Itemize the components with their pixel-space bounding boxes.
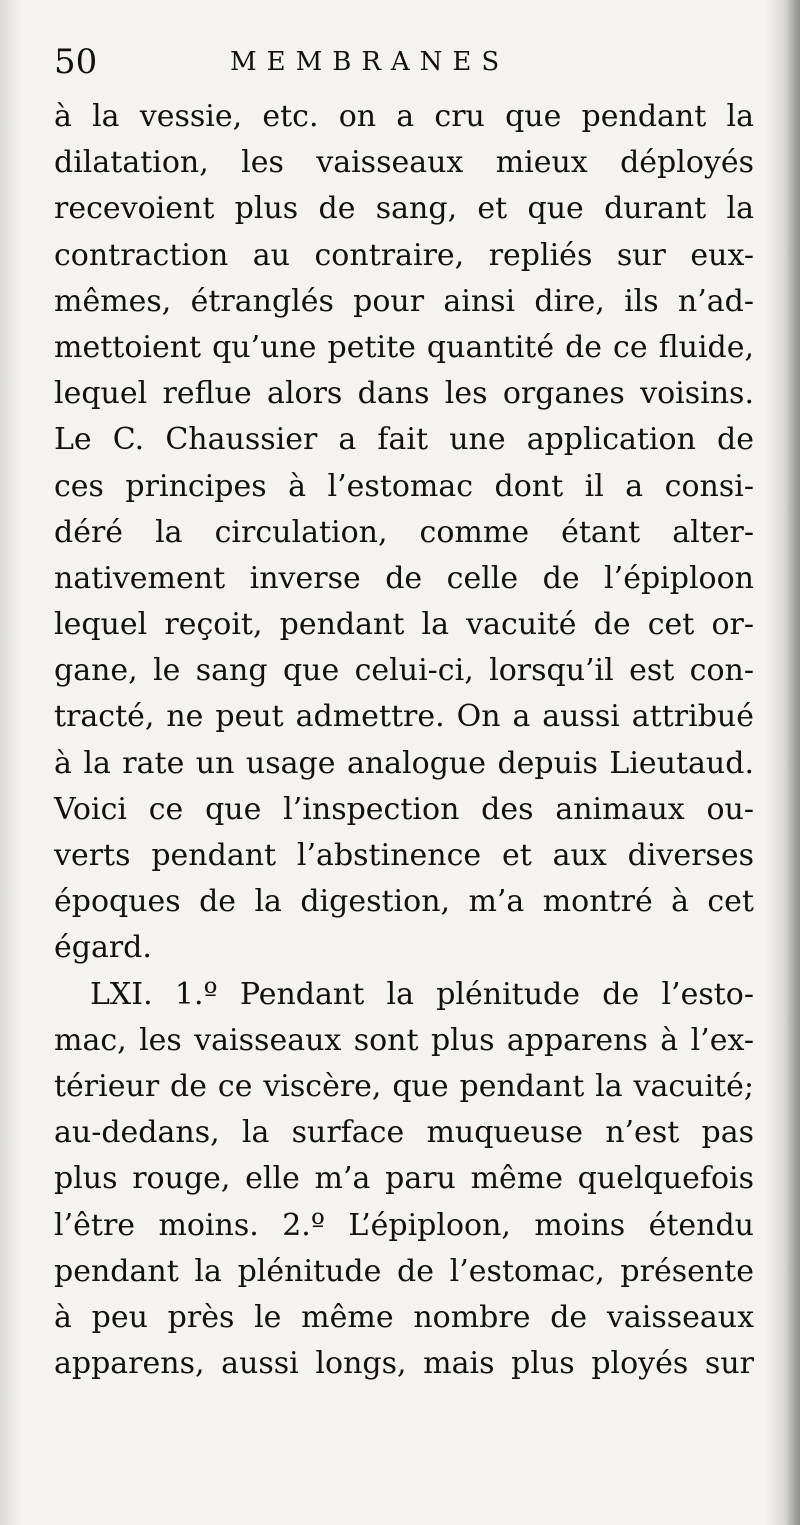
text-line: recevoient plus de sang, et que durant la [54,191,754,227]
text-line: à la rate un usage analogue depuis Lieutaud. [54,745,754,781]
text-line: mêmes, étranglés pour ainsi dire, ils n’ad- [54,283,754,319]
text-line: à la vessie, etc. on a cru que pendant la [54,99,754,134]
text-line: térieur de ce viscère, que pendant la vacuité; [54,1068,754,1104]
text-line: à peu près le même nombre de vaisseaux [54,1299,754,1335]
text-line: contraction au contraire, repliés sur eux- [54,237,754,273]
text-line: au-dedans, la surface muqueuse n’est pas [54,1115,754,1151]
text-line: pendant la plénitude de l’estomac, présente [54,1253,754,1289]
text-line: ces principes à l’estomac dont il a consi- [54,468,754,504]
text-line: mac, les vaisseaux sont plus apparens à l’ex- [54,1022,754,1058]
page-header [54,42,754,82]
text-line: l’être moins. 2.º L’épiploon, moins étendu [54,1207,754,1243]
text-line: époques de la digestion, m’a montré à cet [54,884,754,920]
text-line: nativement inverse de celle de l’épiploon [54,560,754,596]
text-line: gane, le sang que celui-ci, lorsqu’il est con- [54,653,754,689]
page-edge-shadow [786,0,800,1525]
page-number: 50 [54,42,98,82]
text-line: tracté, ne peut admettre. On a aussi attribué [54,699,754,735]
text-line: LXI. 1.º Pendant la plénitude de l’esto- [90,976,754,1012]
text-line: mettoient qu’une petite quantité de ce fluide, [54,329,754,365]
text-line: apparens, aussi longs, mais plus ployés sur [54,1346,754,1382]
text-line: plus rouge, elle m’a paru même quelquefois [54,1161,754,1197]
text-line: égard. [54,930,152,966]
running-head: MEMBRANES [230,47,510,77]
text-line: déré la circulation, comme étant alter- [54,514,754,550]
text-line: dilatation, les vaisseaux mieux déployés [54,145,754,181]
text-line: lequel reflue alors dans les organes voisins. [54,376,754,412]
body-text [54,94,754,1387]
text-line: Voici ce que l’inspection des animaux ou- [54,791,754,827]
text-line: Le C. Chaussier a fait une application de [54,422,754,458]
text-line: lequel reçoit, pendant la vacuité de cet or- [54,607,754,643]
text-line: verts pendant l’abstinence et aux diverses [54,838,754,873]
